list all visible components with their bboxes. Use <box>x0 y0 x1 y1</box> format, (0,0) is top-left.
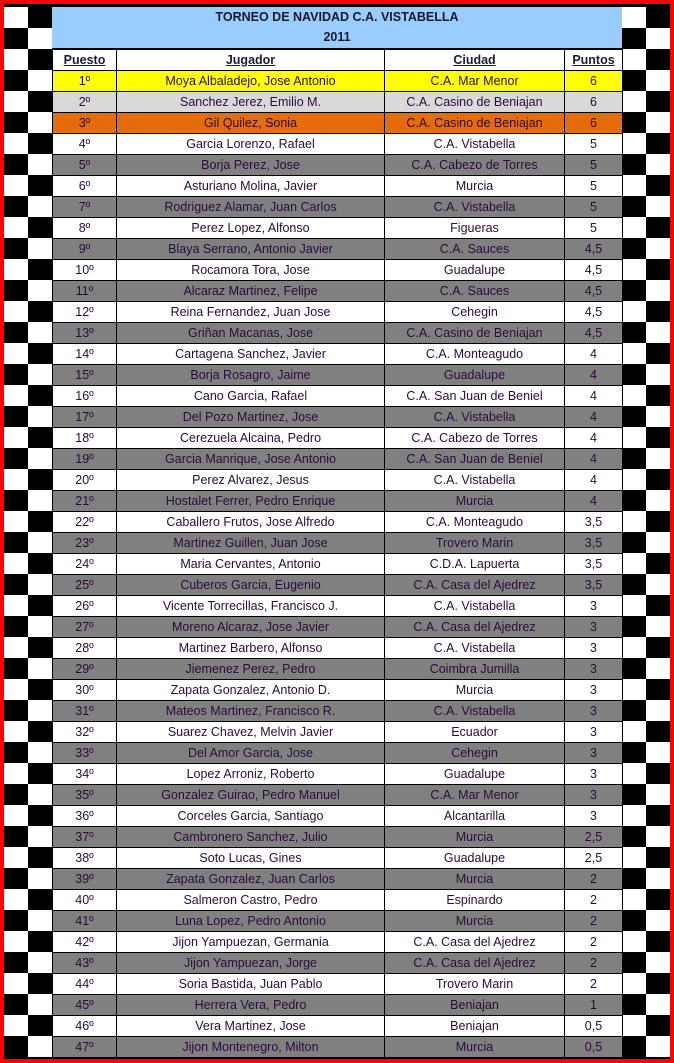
cell-puntos: 3 <box>565 638 623 659</box>
cell-jugador: Cerezuela Alcaina, Pedro <box>117 428 385 449</box>
cell-puntos: 3 <box>565 596 623 617</box>
cell-puesto: 37º <box>53 827 117 848</box>
cell-puntos: 2 <box>565 932 623 953</box>
cell-puesto: 47º <box>53 1037 117 1058</box>
cell-ciudad: C.A. Casa del Ajedrez <box>385 932 565 953</box>
cell-ciudad: C.A. Mar Menor <box>385 785 565 806</box>
table-row <box>53 680 623 701</box>
cell-puesto: 14º <box>53 344 117 365</box>
cell-puesto: 27º <box>53 617 117 638</box>
checkerboard-border-right <box>622 7 670 1057</box>
cell-puesto: 4º <box>53 134 117 155</box>
table-row <box>53 470 623 491</box>
cell-ciudad: Murcia <box>385 491 565 512</box>
cell-puesto: 12º <box>53 302 117 323</box>
standings-sheet <box>52 7 622 1058</box>
cell-puesto: 20º <box>53 470 117 491</box>
cell-puntos: 3 <box>565 617 623 638</box>
cell-jugador: Soto Lucas, Gines <box>117 848 385 869</box>
cell-jugador: Garcia Lorenzo, Rafael <box>117 134 385 155</box>
cell-ciudad: C.A. Vistabella <box>385 407 565 428</box>
cell-puntos: 5 <box>565 134 623 155</box>
cell-jugador: Martinez Guillen, Juan Jose <box>117 533 385 554</box>
table-row <box>53 911 623 932</box>
table-row <box>53 659 623 680</box>
cell-ciudad: Guadalupe <box>385 848 565 869</box>
cell-puntos: 3 <box>565 659 623 680</box>
cell-ciudad: Trovero Marin <box>385 974 565 995</box>
cell-ciudad: C.A. Casino de Beniajan <box>385 113 565 134</box>
table-row <box>53 554 623 575</box>
cell-puntos: 3 <box>565 701 623 722</box>
cell-puntos: 2,5 <box>565 848 623 869</box>
cell-ciudad: Murcia <box>385 911 565 932</box>
cell-jugador: Cartagena Sanchez, Javier <box>117 344 385 365</box>
cell-jugador: Garcia Manrique, Jose Antonio <box>117 449 385 470</box>
cell-jugador: Cano Garcia, Rafael <box>117 386 385 407</box>
cell-puntos: 4,5 <box>565 260 623 281</box>
cell-jugador: Del Pozo Martinez, Jose <box>117 407 385 428</box>
cell-puntos: 3,5 <box>565 575 623 596</box>
cell-jugador: Jijon Montenegro, Milton <box>117 1037 385 1058</box>
cell-jugador: Caballero Frutos, Jose Alfredo <box>117 512 385 533</box>
table-row <box>53 197 623 218</box>
cell-ciudad: C.A. Cabezo de Torres <box>385 155 565 176</box>
table-row <box>53 596 623 617</box>
cell-jugador: Cuberos Garcia, Eugenio <box>117 575 385 596</box>
cell-puntos: 3 <box>565 680 623 701</box>
cell-puesto: 34º <box>53 764 117 785</box>
table-row <box>53 743 623 764</box>
table-row <box>53 722 623 743</box>
cell-jugador: Alcaraz Martinez, Felipe <box>117 281 385 302</box>
cell-puntos: 5 <box>565 197 623 218</box>
cell-puntos: 5 <box>565 176 623 197</box>
cell-ciudad: Murcia <box>385 869 565 890</box>
cell-puntos: 4,5 <box>565 302 623 323</box>
table-row <box>53 1016 623 1037</box>
cell-puesto: 29º <box>53 659 117 680</box>
cell-puntos: 3 <box>565 764 623 785</box>
table-row <box>53 365 623 386</box>
cell-puntos: 4 <box>565 470 623 491</box>
cell-jugador: Asturiano Molina, Javier <box>117 176 385 197</box>
cell-ciudad: C.A. San Juan de Beniel <box>385 449 565 470</box>
cell-jugador: Suarez Chavez, Melvin Javier <box>117 722 385 743</box>
cell-jugador: Lopez Arroniz, Roberto <box>117 764 385 785</box>
table-row <box>53 113 623 134</box>
tournament-title: TORNEO DE NAVIDAD C.A. VISTABELLA <box>215 10 459 24</box>
cell-jugador: Reina Fernandez, Juan Jose <box>117 302 385 323</box>
cell-jugador: Rodriguez Alamar, Juan Carlos <box>117 197 385 218</box>
cell-ciudad: Guadalupe <box>385 260 565 281</box>
cell-puntos: 3,5 <box>565 533 623 554</box>
cell-ciudad: Trovero Marin <box>385 533 565 554</box>
cell-puntos: 2,5 <box>565 827 623 848</box>
cell-puntos: 4 <box>565 386 623 407</box>
cell-ciudad: Murcia <box>385 827 565 848</box>
cell-jugador: Borja Rosagro, Jaime <box>117 365 385 386</box>
cell-ciudad: Murcia <box>385 1037 565 1058</box>
cell-jugador: Luna Lopez, Pedro Antonio <box>117 911 385 932</box>
cell-puesto: 10º <box>53 260 117 281</box>
cell-puesto: 13º <box>53 323 117 344</box>
cell-puesto: 21º <box>53 491 117 512</box>
table-row <box>53 260 623 281</box>
cell-ciudad: C.A. Casa del Ajedrez <box>385 575 565 596</box>
cell-ciudad: Ecuador <box>385 722 565 743</box>
table-row <box>53 575 623 596</box>
cell-puesto: 2º <box>53 92 117 113</box>
cell-jugador: Hostalet Ferrer, Pedro Enrique <box>117 491 385 512</box>
cell-ciudad: Beniajan <box>385 1016 565 1037</box>
cell-puntos: 4 <box>565 449 623 470</box>
cell-ciudad: C.A. Casino de Beniajan <box>385 323 565 344</box>
cell-puntos: 4 <box>565 344 623 365</box>
cell-puntos: 4,5 <box>565 281 623 302</box>
cell-ciudad: Cehegin <box>385 302 565 323</box>
cell-puesto: 44º <box>53 974 117 995</box>
cell-ciudad: C.A. Casino de Beniajan <box>385 92 565 113</box>
cell-ciudad: C.A. Vistabella <box>385 596 565 617</box>
cell-ciudad: C.A. Monteagudo <box>385 512 565 533</box>
cell-puesto: 42º <box>53 932 117 953</box>
table-row <box>53 302 623 323</box>
table-row <box>53 239 623 260</box>
cell-puntos: 4 <box>565 365 623 386</box>
cell-ciudad: C.D.A. Lapuerta <box>385 554 565 575</box>
table-row <box>53 218 623 239</box>
table-row <box>53 953 623 974</box>
cell-puesto: 38º <box>53 848 117 869</box>
cell-puesto: 9º <box>53 239 117 260</box>
header-row <box>53 50 623 71</box>
title-block <box>52 7 622 49</box>
cell-jugador: Rocamora Tora, Jose <box>117 260 385 281</box>
cell-jugador: Sanchez Jerez, Emilio M. <box>117 92 385 113</box>
cell-jugador: Moya Albaladejo, Jose Antonio <box>117 71 385 92</box>
cell-puesto: 19º <box>53 449 117 470</box>
cell-puntos: 4 <box>565 491 623 512</box>
cell-puntos: 1 <box>565 995 623 1016</box>
cell-puntos: 3 <box>565 785 623 806</box>
cell-puesto: 6º <box>53 176 117 197</box>
cell-jugador: Cambronero Sanchez, Julio <box>117 827 385 848</box>
cell-ciudad: C.A. Vistabella <box>385 470 565 491</box>
cell-ciudad: C.A. Sauces <box>385 281 565 302</box>
cell-puesto: 46º <box>53 1016 117 1037</box>
table-row <box>53 1037 623 1058</box>
cell-ciudad: Cehegin <box>385 743 565 764</box>
cell-ciudad: Beniajan <box>385 995 565 1016</box>
cell-jugador: Salmeron Castro, Pedro <box>117 890 385 911</box>
cell-puntos: 2 <box>565 953 623 974</box>
cell-puntos: 6 <box>565 71 623 92</box>
table-row <box>53 428 623 449</box>
cell-jugador: Jiemenez Perez, Pedro <box>117 659 385 680</box>
cell-puntos: 2 <box>565 890 623 911</box>
standings-table <box>52 49 623 1058</box>
cell-puntos: 4,5 <box>565 239 623 260</box>
cell-puesto: 25º <box>53 575 117 596</box>
cell-puesto: 3º <box>53 113 117 134</box>
cell-puesto: 45º <box>53 995 117 1016</box>
cell-ciudad: C.A. Casa del Ajedrez <box>385 617 565 638</box>
cell-puntos: 6 <box>565 92 623 113</box>
table-row <box>53 71 623 92</box>
table-row <box>53 176 623 197</box>
cell-ciudad: Figueras <box>385 218 565 239</box>
cell-puntos: 3 <box>565 722 623 743</box>
cell-puntos: 5 <box>565 155 623 176</box>
cell-ciudad: Alcantarilla <box>385 806 565 827</box>
table-row <box>53 974 623 995</box>
table-row <box>53 281 623 302</box>
cell-jugador: Gil Quilez, Sonia <box>117 113 385 134</box>
cell-jugador: Vicente Torrecillas, Francisco J. <box>117 596 385 617</box>
cell-puesto: 15º <box>53 365 117 386</box>
cell-puntos: 6 <box>565 113 623 134</box>
table-row <box>53 155 623 176</box>
cell-jugador: Jijon Yampuezan, Germania <box>117 932 385 953</box>
cell-jugador: Blaya Serrano, Antonio Javier <box>117 239 385 260</box>
cell-ciudad: Coimbra Jumilla <box>385 659 565 680</box>
table-row <box>53 512 623 533</box>
table-row <box>53 995 623 1016</box>
cell-puesto: 24º <box>53 554 117 575</box>
cell-ciudad: Guadalupe <box>385 764 565 785</box>
table-row <box>53 764 623 785</box>
table-row <box>53 785 623 806</box>
table-row <box>53 491 623 512</box>
cell-puntos: 2 <box>565 974 623 995</box>
cell-ciudad: C.A. Vistabella <box>385 134 565 155</box>
cell-puntos: 4 <box>565 407 623 428</box>
cell-ciudad: Murcia <box>385 680 565 701</box>
cell-ciudad: C.A. San Juan de Beniel <box>385 386 565 407</box>
cell-puesto: 7º <box>53 197 117 218</box>
cell-puntos: 5 <box>565 218 623 239</box>
cell-jugador: Gonzalez Guirao, Pedro Manuel <box>117 785 385 806</box>
cell-puesto: 23º <box>53 533 117 554</box>
cell-puesto: 11º <box>53 281 117 302</box>
cell-puesto: 5º <box>53 155 117 176</box>
cell-puntos: 3 <box>565 743 623 764</box>
cell-jugador: Zapata Gonzalez, Antonio D. <box>117 680 385 701</box>
table-row <box>53 701 623 722</box>
cell-puntos: 3,5 <box>565 512 623 533</box>
cell-puesto: 36º <box>53 806 117 827</box>
table-row <box>53 932 623 953</box>
cell-puesto: 22º <box>53 512 117 533</box>
cell-puesto: 17º <box>53 407 117 428</box>
cell-puntos: 3,5 <box>565 554 623 575</box>
table-row <box>53 323 623 344</box>
cell-puntos: 4 <box>565 428 623 449</box>
table-row <box>53 344 623 365</box>
table-row <box>53 407 623 428</box>
cell-ciudad: C.A. Monteagudo <box>385 344 565 365</box>
cell-jugador: Vera Martinez, Jose <box>117 1016 385 1037</box>
table-row <box>53 533 623 554</box>
cell-jugador: Perez Lopez, Alfonso <box>117 218 385 239</box>
table-row <box>53 806 623 827</box>
cell-ciudad: C.A. Cabezo de Torres <box>385 428 565 449</box>
cell-puntos: 2 <box>565 869 623 890</box>
cell-puesto: 31º <box>53 701 117 722</box>
table-row <box>53 869 623 890</box>
cell-jugador: Borja Perez, Jose <box>117 155 385 176</box>
table-row <box>53 638 623 659</box>
cell-ciudad: C.A. Casa del Ajedrez <box>385 953 565 974</box>
cell-ciudad: C.A. Vistabella <box>385 701 565 722</box>
checkerboard-border-left <box>4 7 52 1057</box>
cell-puesto: 30º <box>53 680 117 701</box>
cell-puesto: 40º <box>53 890 117 911</box>
table-row <box>53 827 623 848</box>
cell-puntos: 0,5 <box>565 1016 623 1037</box>
cell-jugador: Perez Alvarez, Jesus <box>117 470 385 491</box>
cell-puesto: 28º <box>53 638 117 659</box>
cell-puesto: 18º <box>53 428 117 449</box>
cell-jugador: Griñan Macanas, Jose <box>117 323 385 344</box>
cell-puesto: 41º <box>53 911 117 932</box>
cell-jugador: Soria Bastida, Juan Pablo <box>117 974 385 995</box>
cell-ciudad: C.A. Sauces <box>385 239 565 260</box>
table-row <box>53 92 623 113</box>
cell-puntos: 0,5 <box>565 1037 623 1058</box>
cell-puesto: 35º <box>53 785 117 806</box>
cell-puntos: 3 <box>565 806 623 827</box>
cell-jugador: Maria Cervantes, Antonio <box>117 554 385 575</box>
table-row <box>53 848 623 869</box>
cell-jugador: Mateos Martinez, Francisco R. <box>117 701 385 722</box>
cell-ciudad: C.A. Vistabella <box>385 638 565 659</box>
cell-puesto: 33º <box>53 743 117 764</box>
cell-ciudad: C.A. Vistabella <box>385 197 565 218</box>
table-row <box>53 617 623 638</box>
cell-puesto: 32º <box>53 722 117 743</box>
cell-puntos: 4,5 <box>565 323 623 344</box>
tournament-year: 2011 <box>323 30 351 44</box>
table-row <box>53 386 623 407</box>
cell-ciudad: Murcia <box>385 176 565 197</box>
cell-jugador: Del Amor Garcia, Jose <box>117 743 385 764</box>
header-puesto: Puesto <box>53 50 117 71</box>
cell-puesto: 8º <box>53 218 117 239</box>
cell-puesto: 26º <box>53 596 117 617</box>
cell-puesto: 39º <box>53 869 117 890</box>
cell-jugador: Moreno Alcaraz, Jose Javier <box>117 617 385 638</box>
cell-puesto: 43º <box>53 953 117 974</box>
standings-body <box>53 71 623 1058</box>
table-row <box>53 134 623 155</box>
cell-puesto: 1º <box>53 71 117 92</box>
table-row <box>53 449 623 470</box>
header-ciudad: Ciudad <box>385 50 565 71</box>
cell-ciudad: C.A. Mar Menor <box>385 71 565 92</box>
cell-puesto: 16º <box>53 386 117 407</box>
header-puntos: Puntos <box>565 50 623 71</box>
cell-jugador: Jijon Yampuezan, Jorge <box>117 953 385 974</box>
header-jugador: Jugador <box>117 50 385 71</box>
cell-jugador: Martinez Barbero, Alfonso <box>117 638 385 659</box>
cell-jugador: Zapata Gonzalez, Juan Carlos <box>117 869 385 890</box>
table-row <box>53 890 623 911</box>
cell-jugador: Herrera Vera, Pedro <box>117 995 385 1016</box>
cell-puntos: 2 <box>565 911 623 932</box>
cell-ciudad: Guadalupe <box>385 365 565 386</box>
cell-jugador: Corceles Garcia, Santiago <box>117 806 385 827</box>
cell-ciudad: Espinardo <box>385 890 565 911</box>
